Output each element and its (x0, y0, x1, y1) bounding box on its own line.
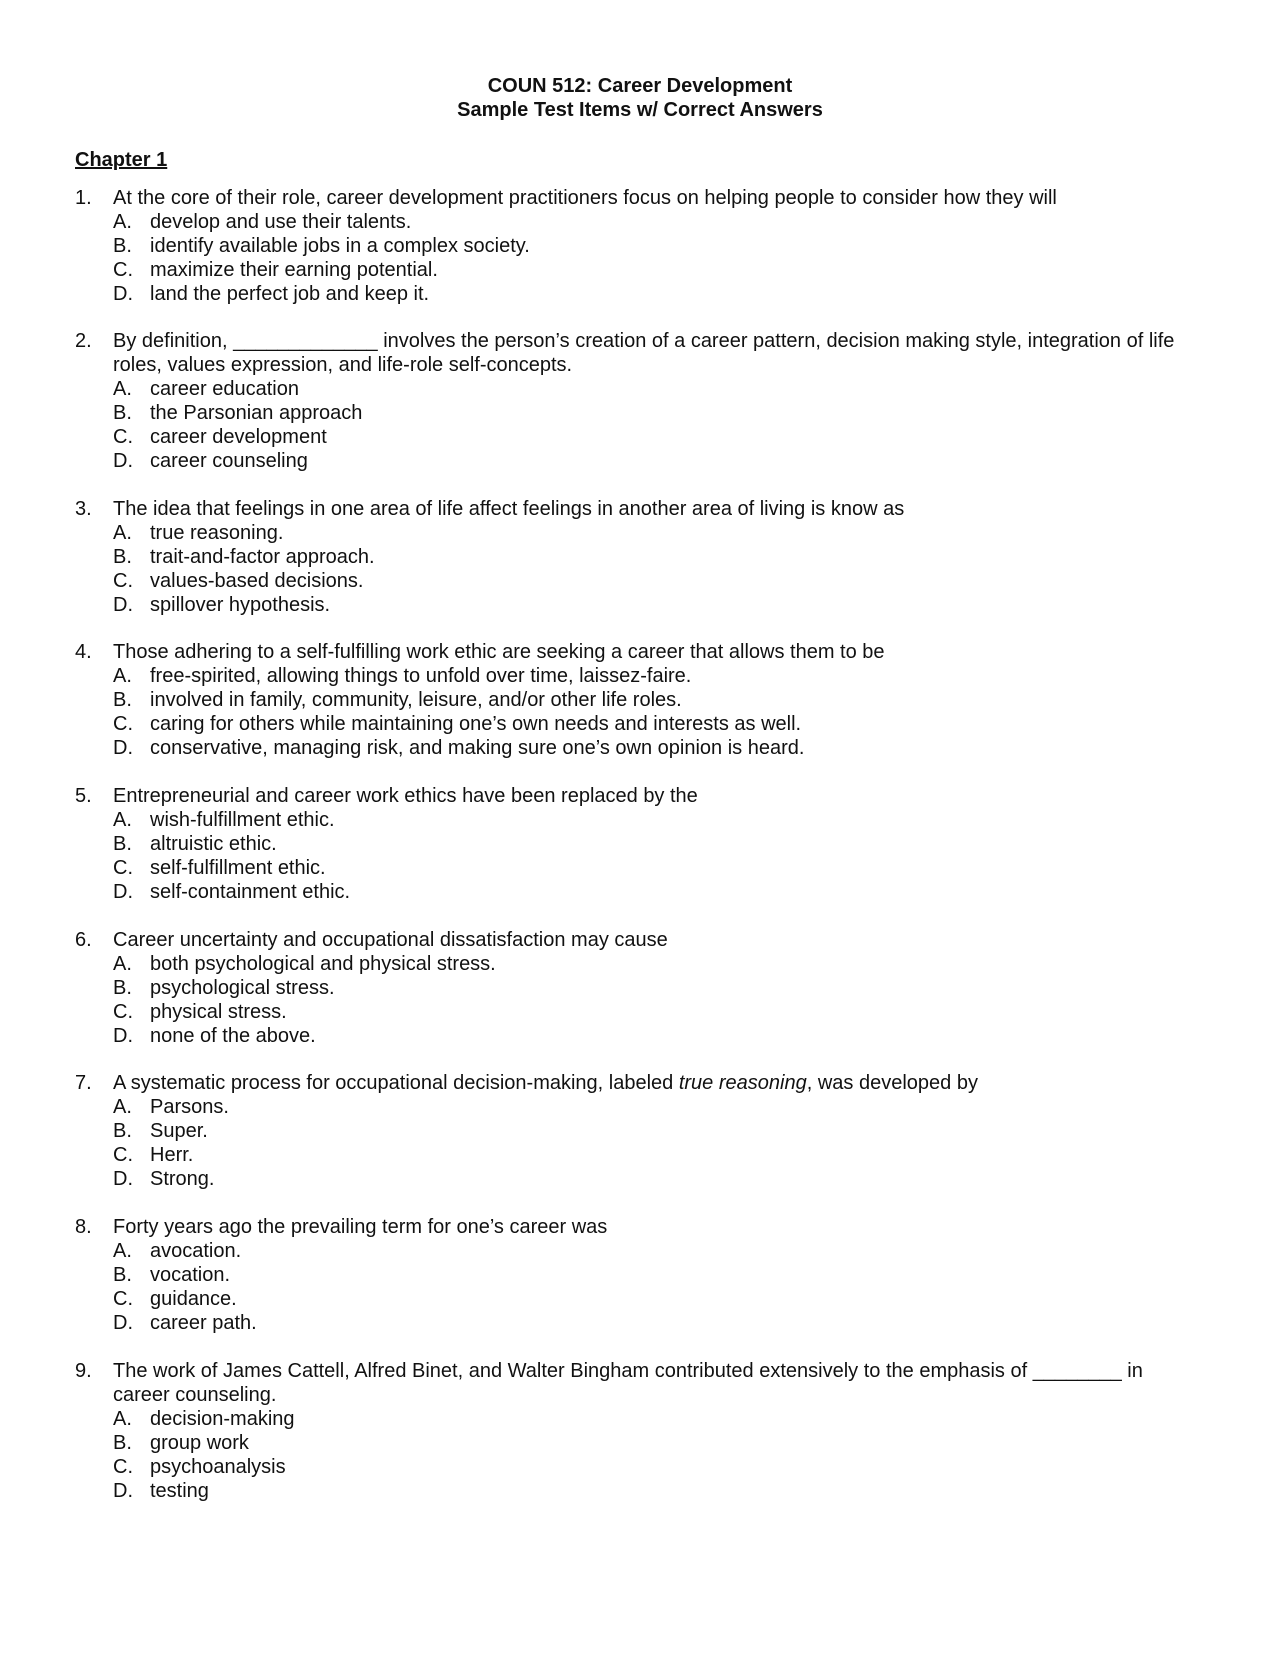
option-text: testing (150, 1480, 209, 1502)
answer-option (113, 1143, 1195, 1167)
option-text: career path. (150, 1312, 257, 1334)
option-letter: C. (113, 713, 133, 735)
question-stem (75, 1215, 1195, 1239)
answer-option (113, 521, 1195, 545)
option-text: physical stress. (150, 1001, 287, 1023)
question-stem (75, 329, 1195, 377)
question-stem (75, 1359, 1195, 1407)
question-text-part: A systematic process for occupational decision-making, labeled (113, 1072, 679, 1094)
option-text: develop and use their talents. (150, 211, 412, 233)
answer-option (113, 688, 1195, 712)
option-text: Super. (150, 1120, 208, 1142)
option-text: none of the above. (150, 1025, 316, 1047)
answer-option (113, 593, 1195, 617)
answer-option (113, 282, 1195, 306)
option-text: caring for others while maintaining one’s own needs and interests as well. (150, 713, 802, 735)
title-line-2: Sample Test Items w/ Correct Answers (457, 99, 823, 121)
option-text: guidance. (150, 1288, 237, 1310)
answer-option (113, 1407, 1195, 1431)
option-letter: D. (113, 1025, 133, 1047)
answer-option (113, 1479, 1195, 1503)
option-letter: D. (113, 283, 133, 305)
option-text: values-based decisions. (150, 570, 364, 592)
question-stem (75, 186, 1195, 210)
answer-option (113, 210, 1195, 234)
option-letter: A. (113, 1408, 132, 1430)
option-letter: B. (113, 235, 132, 257)
option-letter: A. (113, 378, 132, 400)
question-stem (75, 640, 1195, 664)
question-stem (75, 928, 1195, 952)
question-number: 5. (75, 785, 92, 807)
option-letter: B. (113, 1264, 132, 1286)
option-text: maximize their earning potential. (150, 259, 438, 281)
option-letter: B. (113, 1432, 132, 1454)
option-text: career counseling (150, 450, 308, 472)
question-text-part: , was developed by (806, 1072, 978, 1094)
answer-option (113, 234, 1195, 258)
option-letter: C. (113, 1456, 133, 1478)
question-number: 9. (75, 1360, 92, 1382)
answer-option (113, 258, 1195, 282)
option-letter: C. (113, 1144, 133, 1166)
option-text: true reasoning. (150, 522, 284, 544)
question-8 (75, 1215, 1195, 1335)
option-letter: D. (113, 1312, 133, 1334)
option-letter: C. (113, 259, 133, 281)
option-text: self-containment ethic. (150, 881, 351, 903)
option-letter: D. (113, 881, 133, 903)
option-letter: D. (113, 594, 133, 616)
answer-option (113, 401, 1195, 425)
question-number: 2. (75, 330, 92, 352)
question-text: Entrepreneurial and career work ethics have been replaced by the (113, 785, 698, 807)
question-stem (75, 497, 1195, 521)
option-text: Strong. (150, 1168, 215, 1190)
option-letter: A. (113, 522, 132, 544)
option-letter: D. (113, 737, 133, 759)
answer-option (113, 1000, 1195, 1024)
question-text: By definition, _____________ involves the person’s creation of a career pattern, decision making style, integration of life roles, values expression, and life-role self-concepts. (113, 330, 1175, 376)
option-text: spillover hypothesis. (150, 594, 331, 616)
question-9 (75, 1359, 1195, 1503)
option-letter: B. (113, 402, 132, 424)
option-letter: B. (113, 689, 132, 711)
question-stem (75, 1071, 1195, 1095)
option-letter: B. (113, 977, 132, 999)
answer-option (113, 425, 1195, 449)
answer-option (113, 808, 1195, 832)
question-text: The work of James Cattell, Alfred Binet, and Walter Bingham contributed extensively to the emphasis of ________ in career counseling. (113, 1360, 1143, 1406)
option-text: group work (150, 1432, 249, 1454)
option-letter: C. (113, 426, 133, 448)
question-number: 1. (75, 187, 92, 209)
option-letter: A. (113, 1240, 132, 1262)
question-2 (75, 329, 1195, 473)
option-letter: A. (113, 211, 132, 233)
answer-option (113, 1119, 1195, 1143)
option-text: psychoanalysis (150, 1456, 286, 1478)
option-text: decision-making (150, 1408, 295, 1430)
option-letter: C. (113, 570, 133, 592)
question-text: At the core of their role, career development practitioners focus on helping people to consider how they will (113, 187, 1057, 209)
option-text: Parsons. (150, 1096, 229, 1118)
option-letter: B. (113, 1120, 132, 1142)
title-line-1: COUN 512: Career Development (487, 75, 793, 97)
answer-option (113, 856, 1195, 880)
answer-option (113, 1311, 1195, 1335)
answer-option (113, 449, 1195, 473)
question-3 (75, 497, 1195, 617)
answer-option (113, 1287, 1195, 1311)
answer-option (113, 880, 1195, 904)
option-text: land the perfect job and keep it. (150, 283, 430, 305)
question-text (113, 1071, 1195, 1095)
option-letter: B. (113, 546, 132, 568)
answer-option (113, 1455, 1195, 1479)
option-text: career development (150, 426, 327, 448)
option-text: avocation. (150, 1240, 242, 1262)
option-letter: A. (113, 953, 132, 975)
answer-option (113, 545, 1195, 569)
option-letter: D. (113, 1480, 133, 1502)
option-text: psychological stress. (150, 977, 335, 999)
question-number: 7. (75, 1072, 92, 1094)
option-text: trait-and-factor approach. (150, 546, 375, 568)
question-1 (75, 186, 1195, 306)
option-text: wish-fulfillment ethic. (150, 809, 335, 831)
question-stem (75, 784, 1195, 808)
answer-option (113, 377, 1195, 401)
option-letter: C. (113, 1001, 133, 1023)
question-5 (75, 784, 1195, 904)
question-7 (75, 1071, 1195, 1191)
answer-option (113, 832, 1195, 856)
option-text: identify available jobs in a complex society. (150, 235, 530, 257)
question-text: Forty years ago the prevailing term for one’s career was (113, 1216, 608, 1238)
question-text-italic: true reasoning (678, 1072, 807, 1094)
option-letter: B. (113, 833, 132, 855)
answer-option (113, 1239, 1195, 1263)
question-text: The idea that feelings in one area of life affect feelings in another area of living is know as (113, 498, 905, 520)
option-letter: A. (113, 809, 132, 831)
option-letter: A. (113, 1096, 132, 1118)
answer-option (113, 976, 1195, 1000)
option-letter: C. (113, 1288, 133, 1310)
option-text: career education (150, 378, 299, 400)
option-text: conservative, managing risk, and making sure one’s own opinion is heard. (150, 737, 805, 759)
option-text: altruistic ethic. (150, 833, 277, 855)
question-number: 8. (75, 1216, 92, 1238)
answer-option (113, 664, 1195, 688)
question-6 (75, 928, 1195, 1048)
question-number: 6. (75, 929, 92, 951)
answer-option (113, 1167, 1195, 1191)
answer-option (113, 1263, 1195, 1287)
question-text: Those adhering to a self-fulfilling work ethic are seeking a career that allows them to be (113, 641, 885, 663)
question-4 (75, 640, 1195, 760)
answer-option (113, 1431, 1195, 1455)
option-text: self-fulfillment ethic. (150, 857, 326, 879)
question-text: Career uncertainty and occupational dissatisfaction may cause (113, 929, 668, 951)
answer-option (113, 952, 1195, 976)
answer-option (113, 736, 1195, 760)
question-number: 3. (75, 498, 92, 520)
answer-option (113, 1095, 1195, 1119)
option-text: the Parsonian approach (150, 402, 363, 424)
question-number: 4. (75, 641, 92, 663)
answer-option (113, 1024, 1195, 1048)
chapter-heading: Chapter 1 (75, 149, 168, 171)
answer-option (113, 712, 1195, 736)
option-text: involved in family, community, leisure, and/or other life roles. (150, 689, 682, 711)
document-title (0, 74, 1280, 122)
option-letter: D. (113, 450, 133, 472)
option-text: free-spirited, allowing things to unfold over time, laissez-faire. (150, 665, 692, 687)
option-text: both psychological and physical stress. (150, 953, 496, 975)
option-letter: C. (113, 857, 133, 879)
option-text: Herr. (150, 1144, 194, 1166)
option-text: vocation. (150, 1264, 231, 1286)
answer-option (113, 569, 1195, 593)
option-letter: D. (113, 1168, 133, 1190)
option-letter: A. (113, 665, 132, 687)
